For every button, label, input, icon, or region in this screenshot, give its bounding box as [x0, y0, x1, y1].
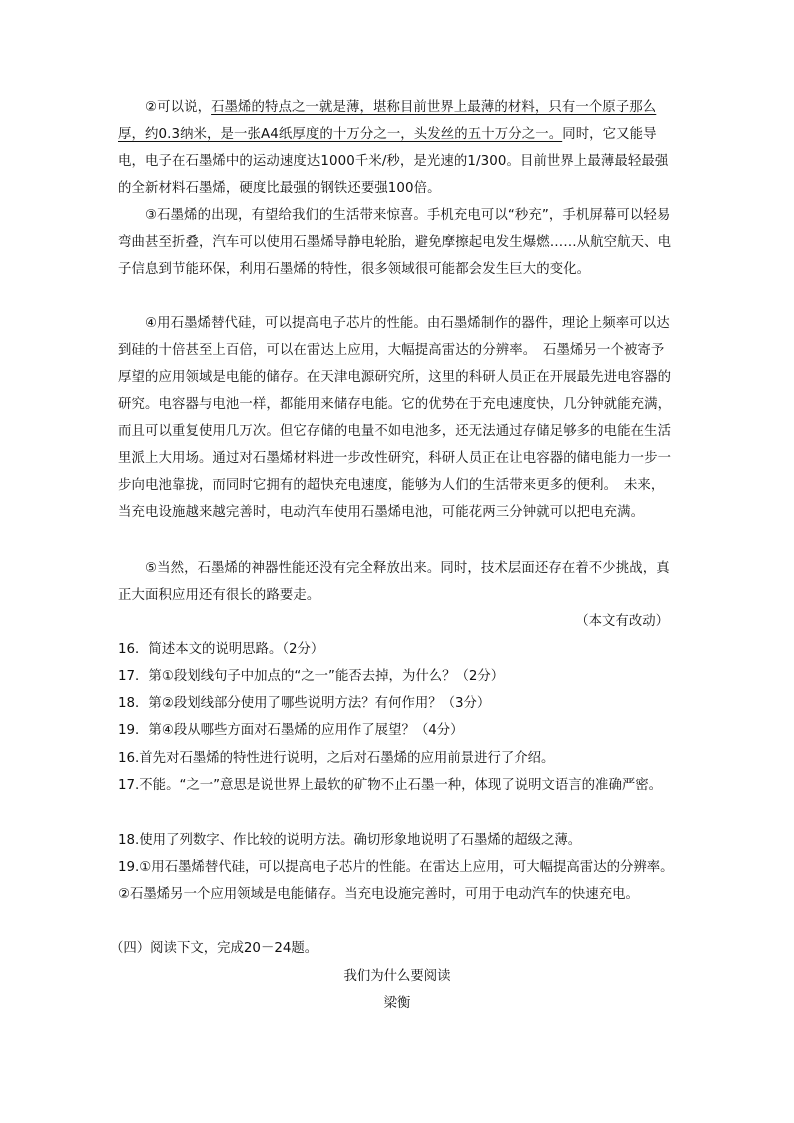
paragraph-5: ⑤当然，石墨烯的神器性能还没有完全释放出来。同时，技术层面还存在着不少挑战，真正大面积应用还有很长的路要走。	[118, 561, 670, 603]
source-note: （本文有改动）	[575, 614, 669, 629]
answer-19: 19.①用石墨烯替代硅，可以提高电子芯片的性能。在雷达上应用，可大幅提高雷达的分辨率。②石墨烯另一个应用领域是电能储存。当充电设施完善时，可用于电动汽车的快速充电。	[118, 860, 674, 902]
answer-16: 16.首先对石墨烯的特性进行说明，之后对石墨烯的应用前景进行了介绍。	[118, 751, 555, 766]
paragraph-2	[118, 94, 674, 202]
paragraph-2-rest: 同时，它又能导电，电子在石墨烯中的运动速度达1000千米/秒，是光速的1/300。目前世界上最薄最轻最强的全新材料石墨烯，硬度比最强的钢铁还要强100倍。	[118, 127, 669, 196]
answer-17: 17.不能。“之一”意思是说世界上最软的矿物不止石墨一种，体现了说明文语言的准确严密。	[118, 778, 663, 793]
question-19: 19．第④段从哪些方面对石墨烯的应用作了展望？（4分）	[118, 723, 464, 738]
next-article-title: 我们为什么要阅读	[343, 969, 451, 984]
paragraph-4: ④用石墨烯替代硅，可以提高电子芯片的性能。由石墨烯制作的器件，理论上频率可以达到硅的十倍甚至上百倍，可以在雷达上应用，大幅提高雷达的分辨率。 石墨烯另一个被寄予厚望的应用领域是电能的储存。在天津电源研究所，这里的科研人员正在开展最先进电容器的研究。电容器与电池一样，都能用来储存电能。它的优势在于充电速度快，几分钟就能充满，而且可以重复使用几万次。但它存储的电量不如电池多，还无法通过存储足够多的电能在生活里派上大用场。通过对石墨烯材料进一步改性研究，科研人员正在让电容器的储电能力一步一步向电池靠拢，而同时它拥有的超快充电速度，能够为人们的生活带来更多的便利。 未来，当充电设施越来越完善时，电动汽车使用石墨烯电池，可能花两三分钟就可以把电充满。	[118, 316, 672, 520]
question-16: 16．简述本文的说明思路。（2分）	[118, 642, 325, 657]
section-4-heading: （四）阅读下文，完成20－24题。	[110, 941, 319, 956]
paragraph-3: ③石墨烯的出现，有望给我们的生活带来惊喜。手机充电可以“秒充”，手机屏幕可以轻易弯曲甚至折叠，汽车可以使用石墨烯导静电轮胎，避免摩擦起电发生爆燃……从航空航天、电子信息到节能环保，利用石墨烯的特性，很多领域很可能都会发生巨大的变化。	[118, 208, 672, 277]
question-17: 17．第①段划线句子中加点的“之一”能否去掉，为什么？（2分）	[118, 669, 505, 684]
paragraph-2-underlined: 石墨烯的特点之一就是薄，堪称目前世界上最薄的材料，只有一个原子那么厚，约0.3纳米，是一张A4纸厚度的十万分之一，头发丝的五十万分之一。	[118, 100, 657, 142]
next-article-author: 梁衡	[383, 996, 411, 1011]
answer-18: 18.使用了列数字、作比较的说明方法。确切形象地说明了石墨烯的超级之薄。	[118, 833, 582, 848]
question-18: 18．第②段划线部分使用了哪些说明方法？有何作用？（3分）	[118, 696, 491, 711]
paragraph-2-lead: ②可以说，	[145, 100, 212, 115]
